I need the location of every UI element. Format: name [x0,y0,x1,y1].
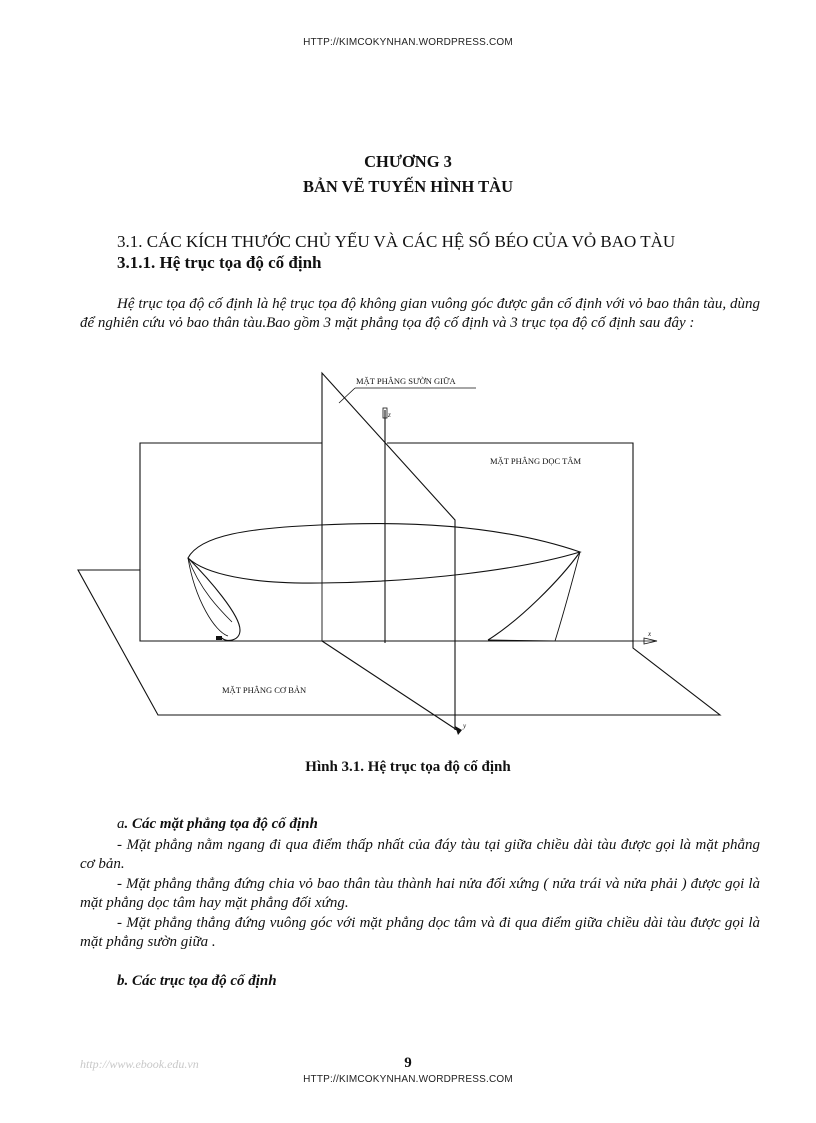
label-midship-plane: MẶT PHẲNG SƯỜN GIỮA [356,376,456,386]
footer-watermark: http://www.ebook.edu.vn [80,1057,199,1071]
part-a-item-text: - Mặt phẳng thẳng đứng vuông góc với mặt phẳng dọc tâm và đi qua điểm giữa chiều dài tàu được gọi là mặt phẳng sườn giữa . [80,915,760,950]
midship-plane [322,373,455,730]
centerline-plane [140,443,322,570]
label-centerline-plane: MẶT PHẲNG DỌC TÂM [490,456,582,466]
centerline-plane-top [387,443,633,641]
header-url: HTTP://KIMCOKYNHAN.WORDPRESS.COM [303,37,513,48]
part-a-item [80,836,760,874]
base-plane [78,570,720,715]
part-a-heading-prefix: a [117,816,125,832]
label-axis-x: x [648,630,652,638]
part-a-item-text: - Mặt phẳng thẳng đứng chia vỏ bao thân tàu thành hai nửa đối xứng ( nửa trái và nửa phải ) được gọi là mặt phẳng dọc tâm hay mặt phẳng đối xứng. [80,876,760,911]
hull-deck [188,524,580,583]
label-axis-z: z [388,411,391,419]
intro-text: Hệ trục tọa độ cố định là hệ trục tọa độ không gian vuông góc được gắn cố định với vỏ bao thân tàu, dùng để nghiên cứu vỏ bao thân tàu.Bao gồm 3 mặt phẳng tọa độ cố định và 3 trục tọa độ cố định sau đây : [80,296,760,331]
footer-url: HTTP://KIMCOKYNHAN.WORDPRESS.COM [303,1074,513,1085]
intro-paragraph [80,295,760,333]
part-b-heading: b. Các trục tọa độ cố định [117,973,277,989]
label-base-plane: MẶT PHẲNG CƠ BẢN [222,685,307,695]
subsection-heading: 3.1.1. Hệ trục tọa độ cố định [117,253,322,272]
page-number: 9 [404,1055,412,1071]
chapter-number: CHƯƠNG 3 [364,152,452,171]
part-a-item [80,914,760,952]
chapter-title: BẢN VẼ TUYẾN HÌNH TÀU [303,177,513,196]
part-a-item [80,875,760,913]
figure-caption: Hình 3.1. Hệ trục tọa độ cố định [305,759,511,775]
part-a-heading-text: . Các mặt phẳng tọa độ cố định [124,816,318,832]
label-axis-y: y [463,722,467,730]
section-heading: 3.1. CÁC KÍCH THƯỚC CHỦ YẾU VÀ CÁC HỆ SỐ BÉO CỦA VỎ BAO TÀU [117,232,676,251]
part-a-heading [117,816,318,833]
part-a-item-text: - Mặt phẳng nằm ngang đi qua điểm thấp nhất của đáy tàu tại giữa chiều dài tàu được gọi là mặt phẳng cơ bản. [80,837,760,872]
coordinate-system-figure [0,360,816,750]
